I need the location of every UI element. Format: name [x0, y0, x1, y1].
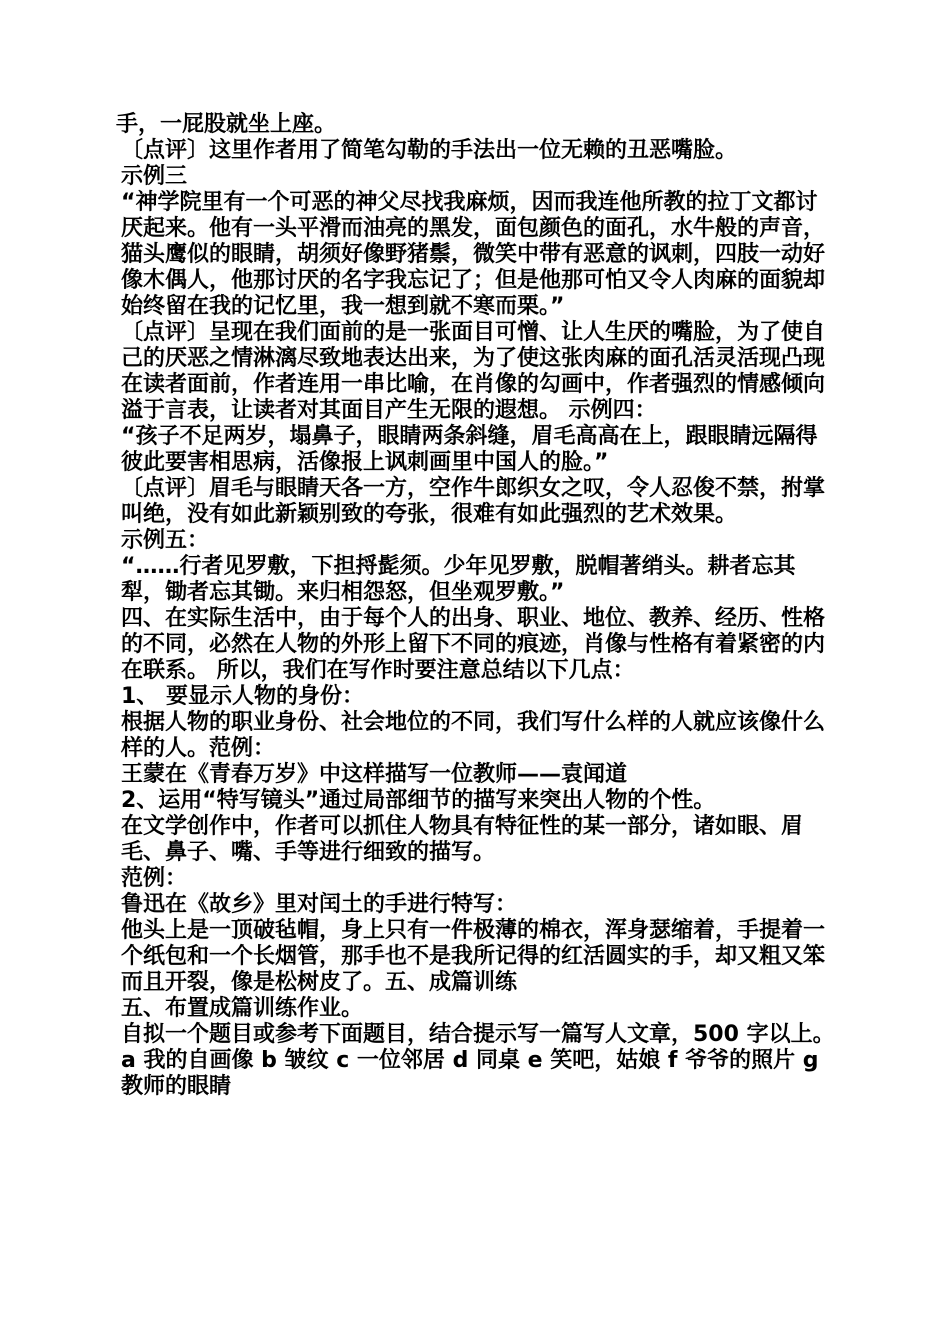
paragraph: “……行者见罗敷，下担捋髭须。少年见罗敷，脱帽著绡头。耕者忘其犁，锄者忘其锄。来归相怨怒，但坐观罗敷。”	[121, 554, 796, 605]
paragraph: 他头上是一顶破毡帽，身上只有一件极薄的棉衣，浑身瑟缩着，手提着一个纸包和一个长烟管，那手也不是我所记得的红活圆实的手，却又粗又笨而且开裂，像是松树皮了。五、成篇训练	[121, 918, 826, 995]
paragraph: 手，一屁股就坐上座。	[116, 112, 337, 137]
paragraph: 〔点评〕这里作者用了简笔勾勒的手法出一位无赖的丑恶嘴脸。	[121, 138, 738, 163]
paragraph: 示例三	[121, 164, 188, 189]
paragraph: 四、在实际生活中，由于每个人的出身、职业、地位、教养、经历、性格的不同，必然在人物的外形上留下不同的痕迹，肖像与性格有着紧密的内在联系。 所以，我们在写作时要注意总结以下几点：	[121, 606, 826, 683]
paragraph: 五、布置成篇训练作业。	[121, 996, 364, 1021]
paragraph: 自拟一个题目或参考下面题目，结合提示写一篇写人文章，500 字以上。	[121, 1022, 835, 1047]
paragraph: 王蒙在《青春万岁》中这样描写一位教师——袁闻道	[121, 762, 628, 787]
paragraph: 范例：	[121, 866, 188, 891]
paragraph: 〔点评〕眉毛与眼睛天各一方，空作牛郎织女之叹，令人忍俊不禁，拊掌叫绝，没有如此新颖别致的夸张，很难有如此强烈的艺术效果。	[121, 476, 826, 527]
paragraph: 2、运用“特写镜头”通过局部细节的描写来突出人物的个性。	[121, 788, 716, 813]
paragraph: 1、 要显示人物的身份：	[121, 684, 364, 709]
paragraph: a 我的自画像 b 皱纹 c 一位邻居 d 同桌 e 笑吧，姑娘 f 爷爷的照片 g 教师的眼睛	[121, 1048, 819, 1099]
document-page	[116, 112, 836, 1100]
paragraph: “神学院里有一个可恶的神父尽找我麻烦，因而我连他所教的拉丁文都讨厌起来。他有一头平滑而油亮的黑发，面包颜色的面孔，水牛般的声音，猫头鹰似的眼睛，胡须好像野猪鬃，微笑中带有恶意的讽刺，四肢一动好像木偶人，他那讨厌的名字我忘记了；但是他那可怕又令人肉麻的面貌却始终留在我的记忆里，我一想到就不寒而栗。”	[121, 190, 826, 319]
paragraph: 在文学创作中，作者可以抓住人物具有特征性的某一部分，诸如眼、眉毛、鼻子、嘴、手等进行细致的描写。	[121, 814, 804, 865]
paragraph: 〔点评〕呈现在我们面前的是一张面目可憎、让人生厌的嘴脸，为了使自己的厌恶之情淋漓尽致地表达出来，为了使这张肉麻的面孔活灵活现凸现在读者面前，作者连用一串比喻，在肖像的勾画中，作者强烈的情感倾向溢于言表，让读者对其面目产生无限的遐想。 示例四：	[121, 320, 826, 423]
paragraph: “孩子不足两岁，塌鼻子，眼睛两条斜缝，眉毛高高在上，跟眼睛远隔得彼此要害相思病，活像报上讽刺画里中国人的脸。”	[121, 424, 818, 475]
paragraph: 鲁迅在《故乡》里对闰土的手进行特写：	[121, 892, 518, 917]
paragraph: 示例五：	[121, 528, 210, 553]
paragraph: 根据人物的职业身份、社会地位的不同，我们写什么样的人就应该像什么样的人。范例：	[121, 710, 826, 761]
